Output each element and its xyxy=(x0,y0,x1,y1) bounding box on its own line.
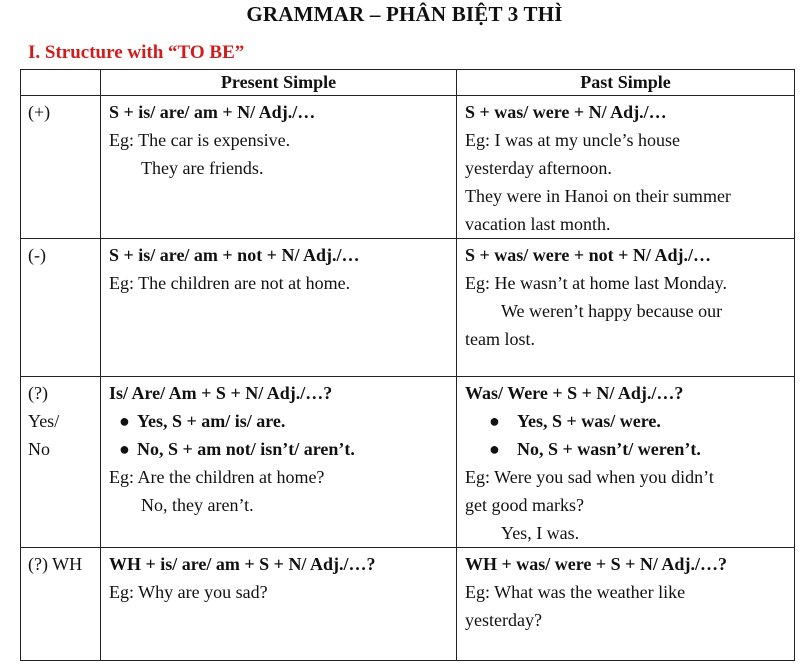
present-rule: S + is/ are/ am + not + N/ Adj./… xyxy=(109,245,360,265)
bullet-icon: ● xyxy=(489,411,500,431)
list-item xyxy=(465,407,788,435)
past-example: Yes, I was. xyxy=(501,523,580,543)
row-label: No xyxy=(28,439,50,459)
present-example: No, they aren’t. xyxy=(141,495,254,515)
row-label: Yes/ xyxy=(28,411,60,431)
row-label-cell xyxy=(21,239,101,377)
present-rule: Is/ Are/ Am + S + N/ Adj./…? xyxy=(109,383,333,403)
present-example: They are friends. xyxy=(141,158,264,178)
past-example: We weren’t happy because our xyxy=(501,301,723,321)
past-rule: S + was/ were + N/ Adj./… xyxy=(465,102,667,122)
past-answer: No, S + wasn’t/ weren’t. xyxy=(517,439,701,459)
past-cell xyxy=(457,96,795,239)
page-title: GRAMMAR – PHÂN BIỆT 3 THÌ xyxy=(246,2,563,26)
present-example: Eg: Are the children at home? xyxy=(109,467,325,487)
table-row-wh-question xyxy=(21,548,795,661)
present-example: Eg: Why are you sad? xyxy=(109,582,268,602)
present-example: Eg: The children are not at home. xyxy=(109,273,351,293)
list-item xyxy=(109,407,450,435)
table-header-row xyxy=(21,70,795,96)
bullet-icon: ● xyxy=(489,439,500,459)
present-cell xyxy=(101,239,457,377)
table-row-yes-no-question xyxy=(21,377,795,548)
list-item xyxy=(465,435,788,463)
past-example: yesterday? xyxy=(465,610,542,630)
past-example: yesterday afternoon. xyxy=(465,158,612,178)
past-example: Eg: I was at my uncle’s house xyxy=(465,130,680,150)
present-rule: WH + is/ are/ am + S + N/ Adj./…? xyxy=(109,554,376,574)
past-cell xyxy=(457,548,795,661)
past-example: Eg: Were you sad when you didn’t xyxy=(465,467,714,487)
present-answer: No, S + am not/ isn’t/ aren’t. xyxy=(137,439,355,459)
past-example: vacation last month. xyxy=(465,214,611,234)
header-label-cell xyxy=(21,70,101,96)
past-example: team lost. xyxy=(465,329,535,349)
present-answer: Yes, S + am/ is/ are. xyxy=(137,411,286,431)
past-cell xyxy=(457,377,795,548)
past-rule: S + was/ were + not + N/ Adj./… xyxy=(465,245,711,265)
row-label-cell xyxy=(21,96,101,239)
row-label-cell xyxy=(21,377,101,548)
past-answer: Yes, S + was/ were. xyxy=(517,411,661,431)
row-label: (-) xyxy=(28,245,46,265)
present-answer-list xyxy=(109,407,450,463)
row-label: (+) xyxy=(28,102,51,122)
section-heading: I. Structure with “TO BE” xyxy=(28,42,245,63)
table-row-affirmative xyxy=(21,96,795,239)
present-rule: S + is/ are/ am + N/ Adj./… xyxy=(109,102,316,122)
bullet-icon: ● xyxy=(119,411,130,431)
past-example: get good marks? xyxy=(465,495,584,515)
past-answer-list xyxy=(465,407,788,463)
past-rule: WH + was/ were + S + N/ Adj./…? xyxy=(465,554,727,574)
past-cell xyxy=(457,239,795,377)
list-item xyxy=(109,435,450,463)
past-example: Eg: What was the weather like xyxy=(465,582,686,602)
present-cell xyxy=(101,96,457,239)
present-cell xyxy=(101,548,457,661)
past-example: They were in Hanoi on their summer xyxy=(465,186,731,206)
header-present-simple: Present Simple xyxy=(101,70,457,96)
row-label-cell xyxy=(21,548,101,661)
header-past-simple: Past Simple xyxy=(457,70,795,96)
bullet-icon: ● xyxy=(119,439,130,459)
past-rule: Was/ Were + S + N/ Adj./…? xyxy=(465,383,684,403)
present-cell xyxy=(101,377,457,548)
grammar-table xyxy=(20,69,795,661)
present-example: Eg: The car is expensive. xyxy=(109,130,291,150)
past-example: Eg: He wasn’t at home last Monday. xyxy=(465,273,727,293)
row-label: (?) xyxy=(28,383,48,403)
table-row-negative xyxy=(21,239,795,377)
row-label: (?) WH xyxy=(28,554,83,574)
